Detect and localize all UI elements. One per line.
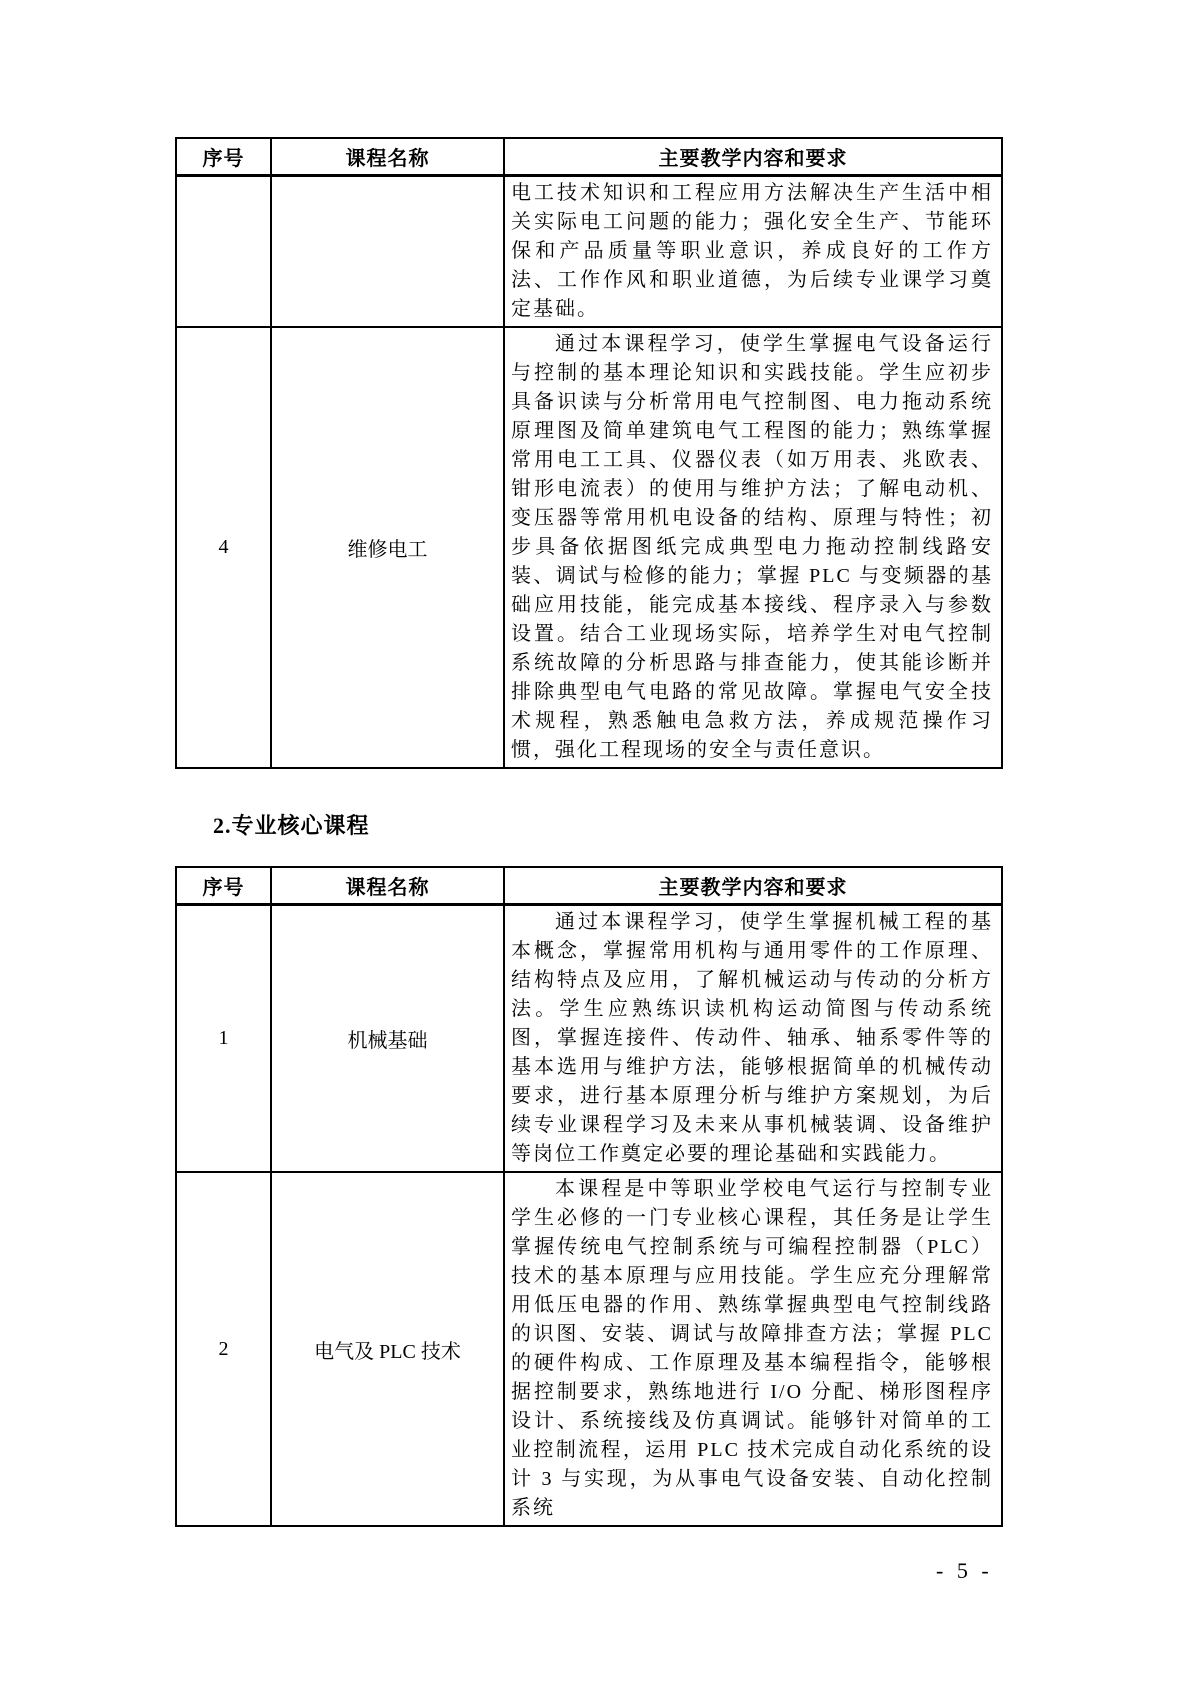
course-name: 维修电工 [271, 327, 504, 768]
table1-header-course-name: 课程名称 [271, 138, 504, 176]
table-row [176, 1172, 1002, 1526]
table2-header-course-name: 课程名称 [271, 867, 504, 905]
course-content-text: 电工技术知识和工程应用方法解决生产生活中相关实际电工问题的能力；强化安全生产、节能环保和产品质量等职业意识，养成良好的工作方法、工作作风和职业道德，为后续专业课学习奠定基础。 [511, 182, 993, 320]
table2-header-content: 主要教学内容和要求 [504, 867, 1002, 905]
course-number: 1 [176, 905, 271, 1173]
table2-header-row [176, 867, 1002, 905]
table-row [176, 327, 1002, 768]
course-content-cell [504, 1172, 1002, 1526]
course-name [271, 176, 504, 328]
course-content-cell [504, 176, 1002, 328]
table-row [176, 905, 1002, 1173]
course-content-text: 通过本课程学习，使学生掌握电气设备运行与控制的基本理论知识和实践技能。学生应初步具备识读与分析常用电气控制图、电力拖动系统原理图及简单建筑电气工程图的能力；熟练掌握常用电工工具、仪器仪表（如万用表、兆欧表、钳形电流表）的使用与维护方法；了解电动机、变压器等常用机电设备的结构、原理与特性；初步具备依据图纸完成典型电力拖动控制线路安装、调试与检修的能力；掌握 PLC 与变频器的基础应用技能，能完成基本接线、程序录入与参数设置。结合工业现场实际，培养学生对电气控制系统故障的分析思路与排查能力，使其能诊断并排除典型电气电路的常见故障。掌握电气安全技术规程，熟悉触电急救方法，养成规范操作习惯，强化工程现场的安全与责任意识。 [511, 333, 993, 761]
course-content-cell [504, 905, 1002, 1173]
course-number [176, 176, 271, 328]
course-name: 电气及 PLC 技术 [271, 1172, 504, 1526]
course-content-text: 本课程是中等职业学校电气运行与控制专业学生必修的一门专业核心课程，其任务是让学生掌握传统电气控制系统与可编程控制器（PLC）技术的基本原理与应用技能。学生应充分理解常用低压电器的作用、熟练掌握典型电气控制线路的识图、安装、调试与故障排查方法；掌握 PLC 的硬件构成、工作原理及基本编程指令，能够根据控制要求，熟练地进行 I/O 分配、梯形图程序设计、系统接线及仿真调试。能够针对简单的工业控制流程，运用 PLC 技术完成自动化系统的设计 3 与实现，为从事电气设备安装、自动化控制系统 [511, 1178, 993, 1519]
course-content-cell [504, 327, 1002, 768]
table1-header-content: 主要教学内容和要求 [504, 138, 1002, 176]
table-row [176, 176, 1002, 328]
course-number: 2 [176, 1172, 271, 1526]
section-heading: 2.专业核心课程 [213, 813, 370, 838]
basic-courses-table [175, 137, 1003, 769]
core-courses-table [175, 866, 1003, 1527]
table1-header-row [176, 138, 1002, 176]
course-number: 4 [176, 327, 271, 768]
table1-header-num: 序号 [176, 138, 271, 176]
course-name: 机械基础 [271, 905, 504, 1173]
document-page [175, 137, 1001, 1527]
page-number: - 5 - [936, 1558, 993, 1583]
table2-header-num: 序号 [176, 867, 271, 905]
course-content-text: 通过本课程学习，使学生掌握机械工程的基本概念，掌握常用机构与通用零件的工作原理、结构特点及应用，了解机械运动与传动的分析方法。学生应熟练识读机构运动简图与传动系统图，掌握连接件、传动件、轴承、轴系零件等的基本选用与维护方法，能够根据简单的机械传动要求，进行基本原理分析与维护方案规划，为后续专业课程学习及未来从事机械装调、设备维护等岗位工作奠定必要的理论基础和实践能力。 [511, 911, 993, 1165]
